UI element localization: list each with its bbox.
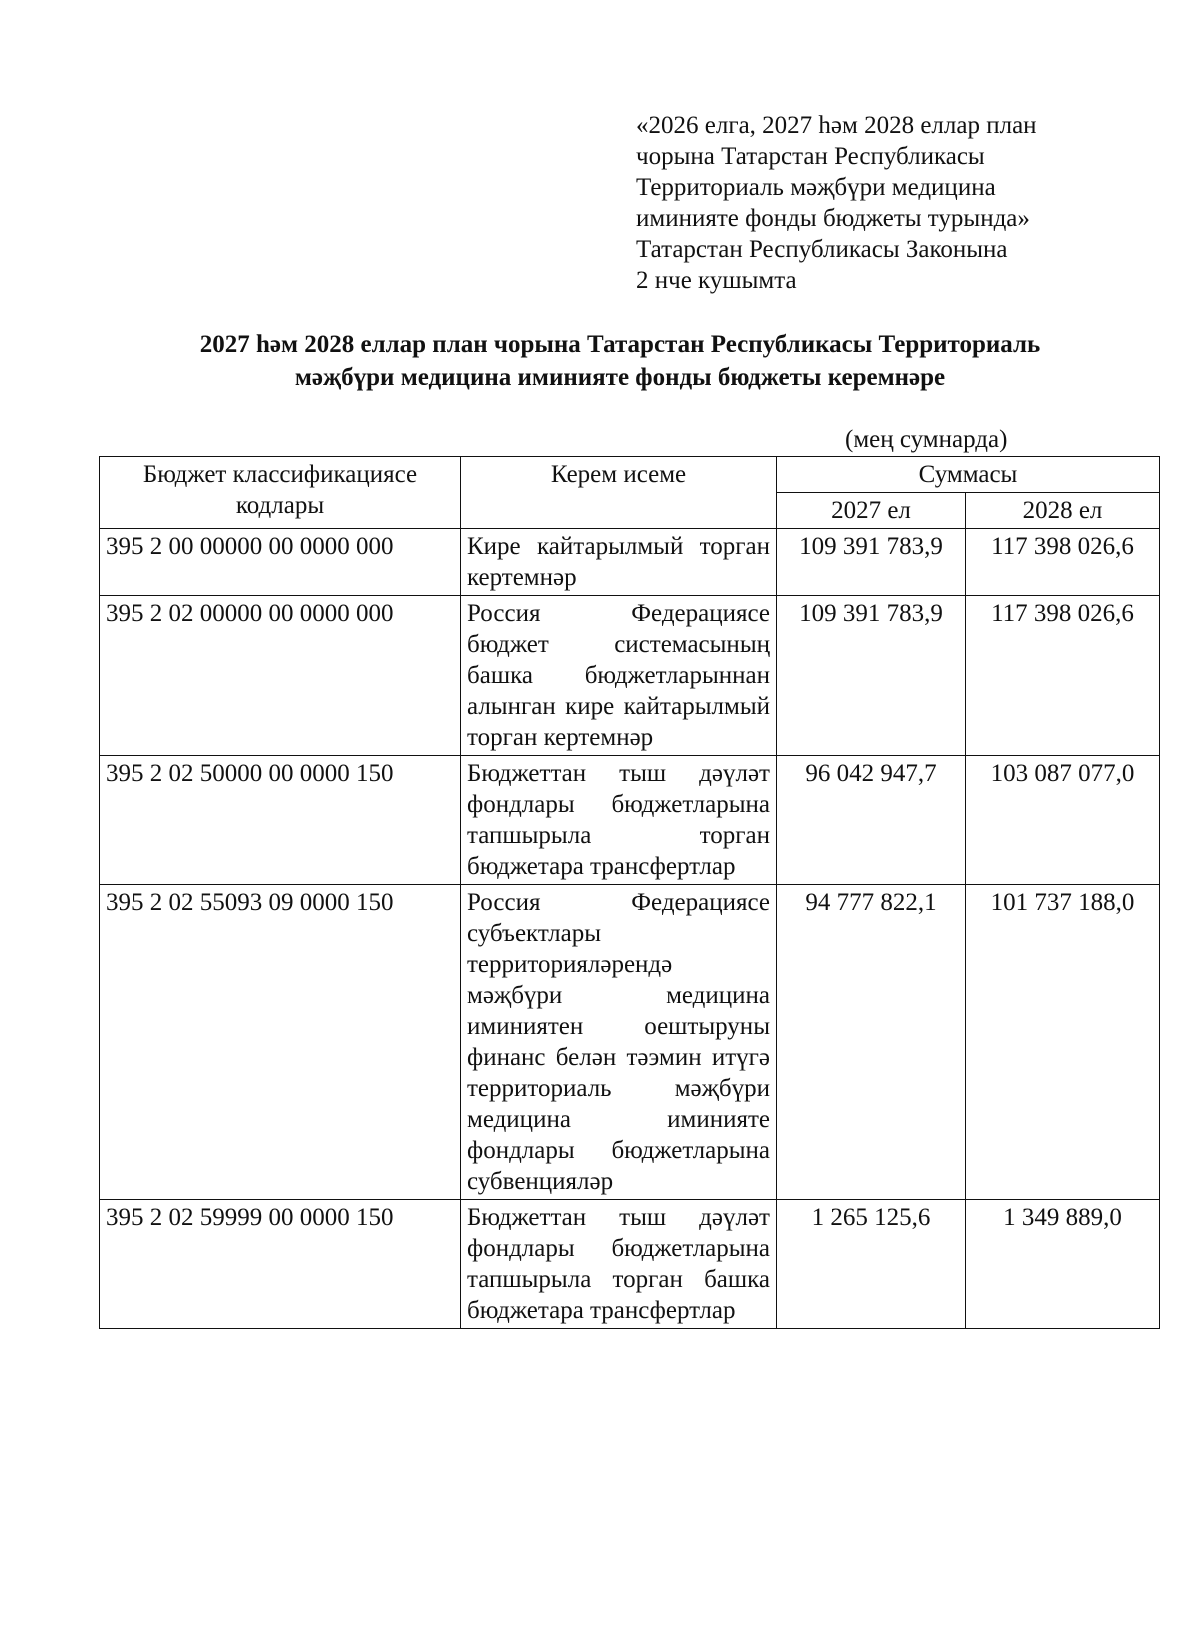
row-name: Кире кайтарылмый торган кертемнәр [461,529,777,596]
table-row [100,885,1160,1200]
row-name: Бюджеттан тыш дәүләт фондлары бюджетларына тапшырыла торган башка бюджетара трансфертлар [461,1200,777,1329]
row-code: 395 2 02 00000 00 0000 000 [100,596,461,756]
revenue-table [99,456,1160,1329]
header-year-2027: 2027 ел [777,493,966,529]
row-value-2028: 117 398 026,6 [966,529,1160,596]
row-name: Россия Федерациясе бюджет системасының башка бюджетларыннан алынган кире кайтарылмый торган кертемнәр [461,596,777,756]
annex-line: Татарстан Республикасы Законына [636,236,1008,263]
units-note: (мең сумнарда) [845,426,1008,453]
row-code: 395 2 02 55093 09 0000 150 [100,885,461,1200]
row-value-2028: 1 349 889,0 [966,1200,1160,1329]
row-code: 395 2 02 50000 00 0000 150 [100,756,461,885]
annex-line: Территориаль мәҗбүри медицина [636,174,996,201]
header-name: Керем исеме [461,457,777,529]
row-name: Россия Федерациясе субъектлары территорияләрендә мәҗбүри медицина иминиятен оештыруны финанс белән тәэмин итүгә территориаль мәҗбүри медицина иминияте фондлары бюджетларына субвенцияләр [461,885,777,1200]
annex-line: 2 нче кушымта [636,267,797,294]
row-value-2027: 1 265 125,6 [777,1200,966,1329]
header-year-2028: 2028 ел [966,493,1160,529]
title-line-1: 2027 һәм 2028 еллар план чорына Татарстан Республикасы Территориаль [199,331,1041,358]
annex-note [636,110,1156,296]
row-value-2027: 96 042 947,7 [777,756,966,885]
row-name: Бюджеттан тыш дәүләт фондлары бюджетларына тапшырыла торган бюджетара трансфертлар [461,756,777,885]
row-value-2027: 109 391 783,9 [777,529,966,596]
row-value-2027: 94 777 822,1 [777,885,966,1200]
annex-line: иминияте фонды бюджеты турында» [636,205,1030,232]
table-row [100,1200,1160,1329]
header-code: Бюджет классификациясе кодлары [100,457,461,529]
header-sums: Суммасы [777,457,1160,493]
document-title [90,328,1150,394]
title-line-2: мәҗбүри медицина иминияте фонды бюджеты керемнәре [294,364,946,391]
table-row [100,756,1160,885]
table-row [100,596,1160,756]
row-value-2027: 109 391 783,9 [777,596,966,756]
row-code: 395 2 02 59999 00 0000 150 [100,1200,461,1329]
annex-line: «2026 елга, 2027 һәм 2028 еллар план [636,112,1037,139]
annex-line: чорына Татарстан Республикасы [636,143,985,170]
row-code: 395 2 00 00000 00 0000 000 [100,529,461,596]
row-value-2028: 101 737 188,0 [966,885,1160,1200]
table-row [100,529,1160,596]
row-value-2028: 117 398 026,6 [966,596,1160,756]
row-value-2028: 103 087 077,0 [966,756,1160,885]
